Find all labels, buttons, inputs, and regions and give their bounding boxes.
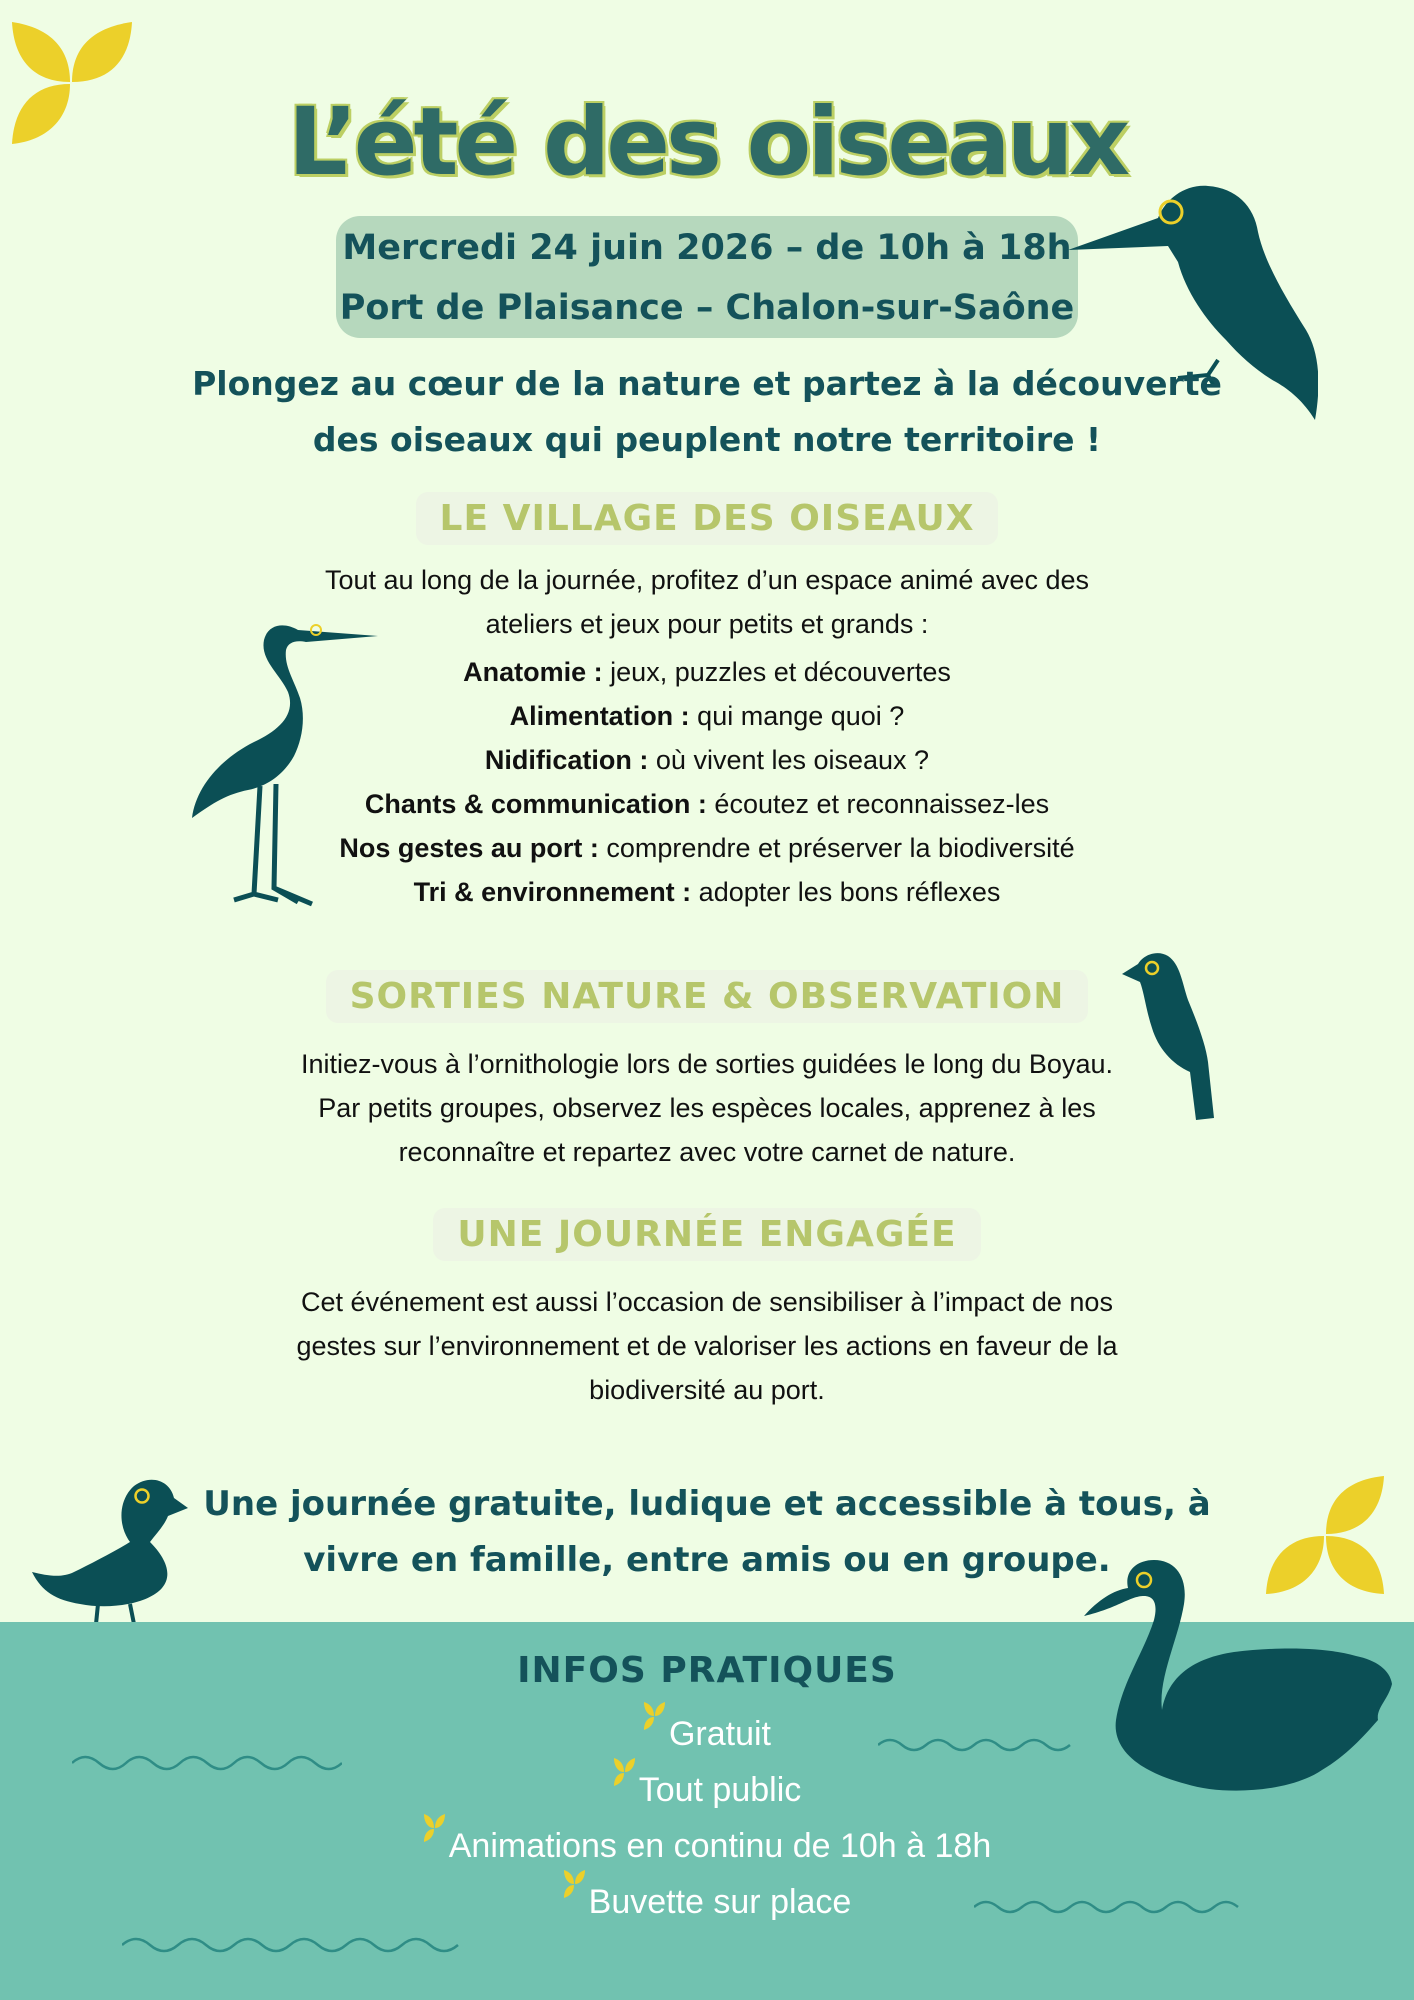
infos-title: INFOS PRATIQUES	[517, 1650, 897, 1691]
cta-line: vivre en famille, entre amis ou en groupe.	[303, 1540, 1111, 1580]
event-date: Mercredi 24 juin 2026 – de 10h à 18h	[342, 228, 1072, 268]
activity-label: Tri & environnement :	[413, 877, 692, 907]
section-village	[0, 492, 1414, 545]
description-line: ateliers et jeux pour petits et grands :	[485, 609, 929, 639]
wave-icon	[122, 1930, 462, 1960]
activity-text: qui mange quoi ?	[689, 701, 905, 731]
page-title: L’été des oiseaux	[287, 88, 1127, 197]
infos-list	[0, 1706, 1414, 1930]
list-item	[0, 1706, 1414, 1762]
event-info-box	[336, 216, 1078, 338]
description-line: reconnaître et repartez avec votre carnet de nature.	[398, 1137, 1016, 1167]
activity-label: Chants & communication :	[364, 789, 707, 819]
description-line: Par petits groupes, observez les espèces locales, apprenez à les	[318, 1093, 1096, 1123]
flower-bullet-icon	[423, 1814, 447, 1842]
cta-line: Une journée gratuite, ludique et accessible à tous, à	[203, 1484, 1211, 1524]
list-item	[0, 1874, 1414, 1930]
section-title: UNE JOURNÉE ENGAGÉE	[433, 1208, 980, 1261]
flower-bullet-icon	[613, 1758, 637, 1786]
duck-icon	[30, 1476, 190, 1626]
flower-bullet-icon	[643, 1702, 667, 1730]
section-engagee	[0, 1208, 1414, 1261]
activity-text: écoutez et reconnaissez-les	[706, 789, 1050, 819]
activity-label: Anatomie :	[463, 657, 603, 687]
description-line: Initiez-vous à l’ornithologie lors de sorties guidées le long du Boyau.	[301, 1049, 1113, 1079]
activity-text: jeux, puzzles et découvertes	[602, 657, 951, 687]
activity-text: comprendre et préserver la biodiversité	[598, 833, 1075, 863]
section-title: LE VILLAGE DES OISEAUX	[416, 492, 999, 545]
list-item	[0, 1818, 1414, 1874]
info-text: Tout public	[638, 1771, 802, 1809]
info-text: Animations en continu de 10h à 18h	[448, 1827, 992, 1865]
intro-line: Plongez au cœur de la nature et partez à la découverte	[192, 364, 1222, 403]
description-line: Tout au long de la journée, profitez d’un espace animé avec des	[324, 565, 1089, 595]
activity-text: adopter les bons réflexes	[691, 877, 1001, 907]
activity-label: Nos gestes au port :	[339, 833, 599, 863]
section-title: SORTIES NATURE & OBSERVATION	[326, 970, 1089, 1023]
intro-text	[0, 356, 1414, 468]
description-line: gestes sur l’environnement et de valoriser les actions en faveur de la	[296, 1331, 1118, 1361]
activity-text: où vivent les oiseaux ?	[648, 745, 930, 775]
engagee-description	[0, 1280, 1414, 1412]
heron-icon	[188, 618, 388, 908]
event-location: Port de Plaisance – Chalon-sur-Saône	[339, 288, 1075, 328]
description-line: biodiversité au port.	[589, 1375, 825, 1405]
small-bird-icon	[1122, 952, 1217, 1122]
info-text: Buvette sur place	[588, 1883, 852, 1921]
activity-label: Alimentation :	[509, 701, 690, 731]
flower-bullet-icon	[563, 1870, 587, 1898]
list-item	[0, 1762, 1414, 1818]
intro-line: des oiseaux qui peuplent notre territoire !	[312, 420, 1102, 459]
activity-label: Nidification :	[484, 745, 649, 775]
info-text: Gratuit	[668, 1715, 772, 1753]
description-line: Cet événement est aussi l’occasion de sensibiliser à l’impact de nos	[301, 1287, 1113, 1317]
